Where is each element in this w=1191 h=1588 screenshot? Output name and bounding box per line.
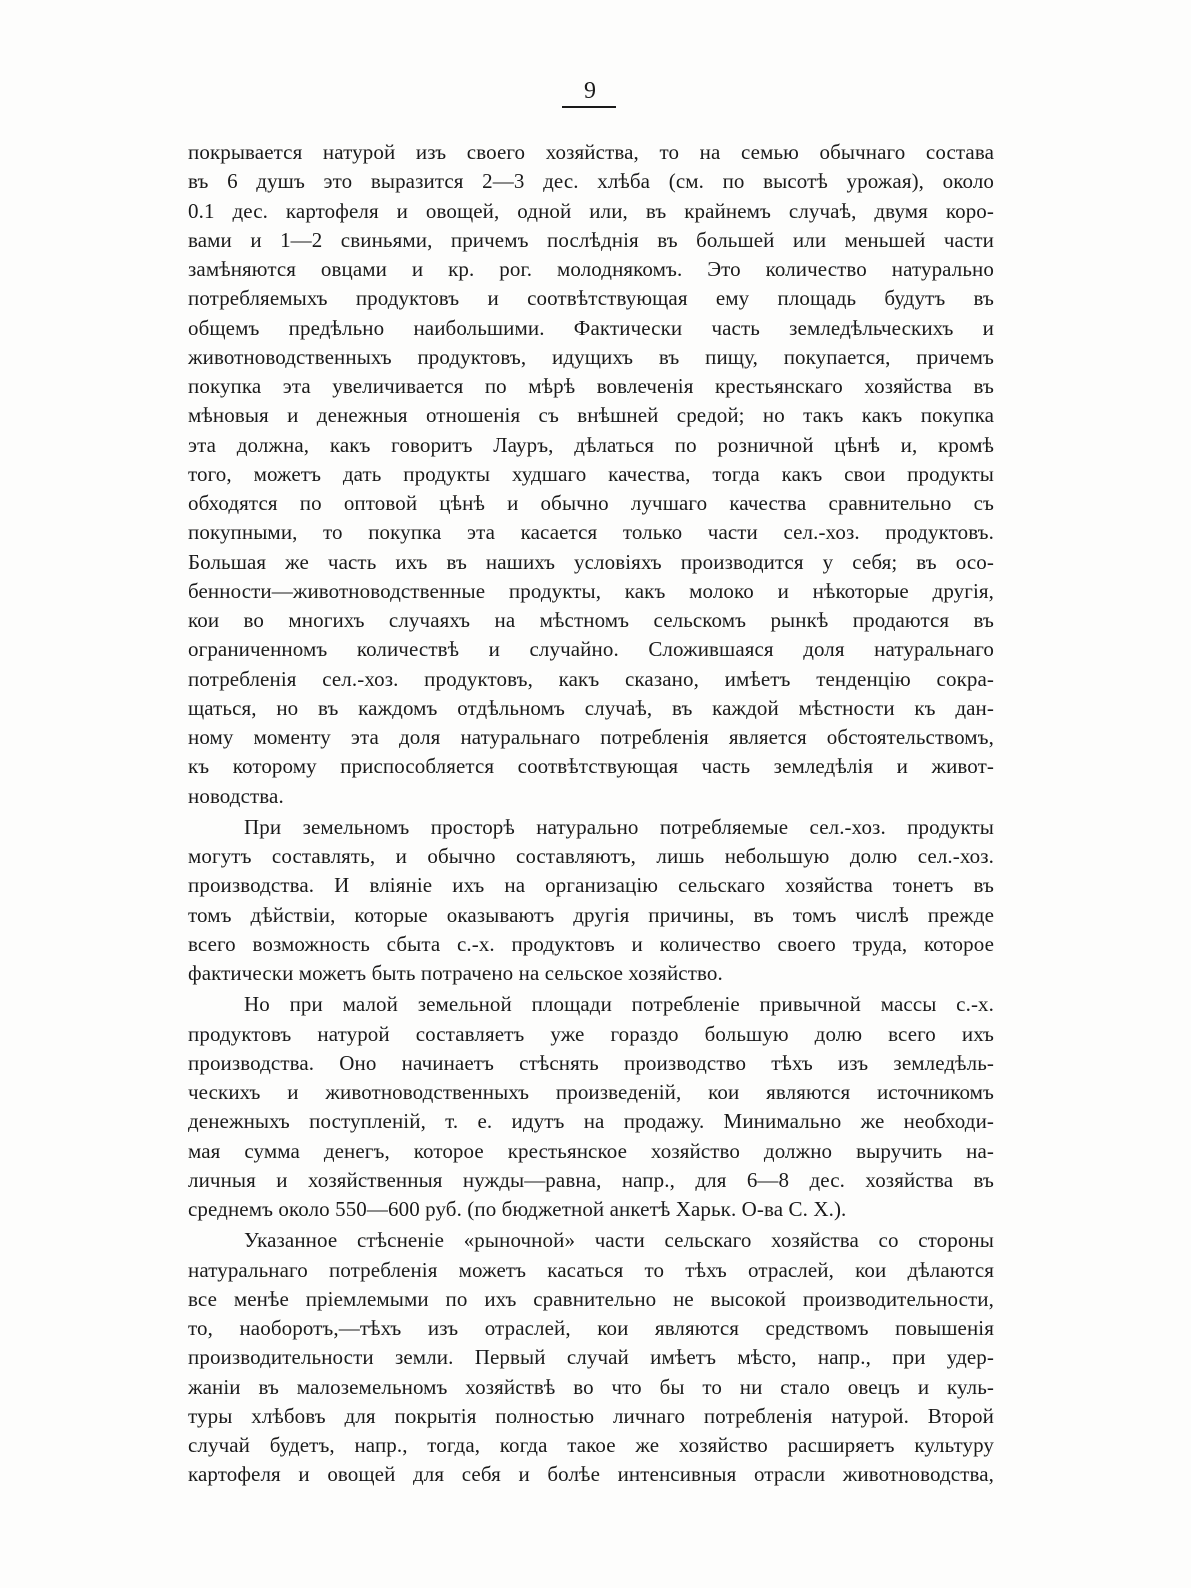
text-line: то, наоборотъ,—тѣхъ изъ отраслей, кои являются средствомъ повышенія — [188, 1316, 994, 1340]
page-number: 9 — [584, 78, 596, 104]
text-line: покрывается натурой изъ своего хозяйства, то на семью обычнаго состава — [188, 140, 994, 164]
text-line: могутъ составлять, и обычно составляютъ, лишь небольшую долю сел.-хоз. — [188, 844, 994, 868]
text-line: фактически можетъ быть потрачено на сельское хозяйство. — [188, 961, 723, 985]
text-line: При земельномъ просторѣ натурально потребляемые сел.-хоз. продукты — [244, 814, 994, 839]
text-line: бенности—животноводственные продукты, какъ молоко и нѣкоторые другія, — [188, 578, 994, 603]
text-line: денежныхъ поступленій, т. е. идутъ на продажу. Минимально же необходи- — [188, 1109, 994, 1134]
paragraph-3 — [188, 990, 994, 1224]
text-line: кои во многихъ случаяхъ на мѣстномъ сельскомъ рынкѣ продаются въ — [188, 608, 994, 632]
text-line: 0.1 дес. картофеля и овощей, одной или, въ крайнемъ случаѣ, двумя коро- — [188, 198, 994, 223]
text-line: случай будетъ, напр., тогда, когда такое же хозяйство расширяетъ культуру — [188, 1433, 994, 1457]
body-text — [188, 138, 994, 1490]
text-line: среднемъ около 550—600 руб. (по бюджетной анкетѣ Харьк. О-ва С. Х.). — [188, 1197, 847, 1221]
page-number-rule — [562, 106, 616, 108]
text-line: потребленія сел.-хоз. продуктовъ, какъ сказано, имѣетъ тенденцію сокра- — [188, 666, 994, 691]
text-line: всего возможность сбыта с.-х. продуктовъ и количество своего труда, которое — [188, 931, 994, 956]
paragraph-2 — [188, 813, 994, 989]
text-line: того, можетъ дать продукты худшаго качества, тогда какъ свои продукты — [188, 461, 994, 486]
text-line: въ 6 душъ это выразится 2—3 дес. хлѣба (см. по высотѣ урожая), около — [188, 169, 994, 194]
text-line: жаніи въ малоземельномъ хозяйствѣ во что бы то ни стало овецъ и куль- — [188, 1374, 994, 1399]
text-line: личныя и хозяйственныя нужды—равна, напр., для 6—8 дес. хозяйства въ — [188, 1167, 994, 1192]
text-line: потребляемыхъ продуктовъ и соотвѣтствующая ему площадь будутъ въ — [188, 286, 994, 311]
text-line: натуральнаго потребленія можетъ касаться то тѣхъ отраслей, кои дѣлаются — [188, 1257, 994, 1282]
paragraph-1 — [188, 138, 994, 811]
text-line: Но при малой земельной площади потребленіе привычной массы с.-х. — [244, 992, 994, 1017]
text-line: продуктовъ натурой составляетъ уже гораздо большую долю всего ихъ — [188, 1021, 994, 1046]
text-line: обходятся по оптовой цѣнѣ и обычно лучшаго качества сравнительно съ — [188, 491, 994, 515]
text-line: мая сумма денегъ, которое крестьянское хозяйство должно выручить на- — [188, 1138, 994, 1163]
text-line: покупка эта увеличивается по мѣрѣ вовлеченія крестьянскаго хозяйства въ — [188, 374, 994, 398]
text-line: картофеля и овощей для себя и болѣе интенсивныя отрасли животноводства, — [188, 1462, 994, 1487]
text-line: ному моменту эта доля натуральнаго потребленія является обстоятельствомъ, — [188, 725, 994, 749]
text-line: общемъ предѣльно наибольшими. Фактически часть земледѣльческихъ и — [188, 315, 994, 340]
text-line: туры хлѣбовъ для покрытія полностью личнаго потребленія натурой. Второй — [188, 1403, 994, 1428]
text-line: покупными, то покупка эта касается только части сел.-хоз. продуктовъ. — [188, 520, 994, 545]
text-line: Указанное стѣсненіе «рыночной» части сельскаго хозяйства со стороны — [244, 1228, 994, 1253]
text-line: новодства. — [188, 783, 284, 808]
text-line: замѣняются овцами и кр. рог. молоднякомъ. Это количество натурально — [188, 257, 994, 281]
text-line: производительности земли. Первый случай имѣетъ мѣсто, напр., при удер- — [188, 1345, 994, 1370]
text-line: Большая же часть ихъ въ нашихъ условіяхъ производится у себя; въ осо- — [188, 549, 994, 574]
text-line: все менѣе пріемлемыми по ихъ сравнительно не высокой производительности, — [188, 1286, 994, 1311]
text-line: щаться, но въ каждомъ отдѣльномъ случаѣ, въ каждой мѣстности къ дан- — [188, 695, 994, 720]
text-line: къ которому приспособляется соотвѣтствующая часть земледѣлія и живот- — [188, 754, 994, 779]
text-line: мѣновыя и денежныя отношенія съ внѣшней средой; но такъ какъ покупка — [188, 403, 994, 428]
paragraph-4 — [188, 1226, 994, 1489]
text-line: эта должна, какъ говоритъ Лауръ, дѣлаться по розничной цѣнѣ и, кромѣ — [188, 432, 994, 457]
text-line: ограниченномъ количествѣ и случайно. Сложившаяся доля натуральнаго — [188, 637, 994, 662]
text-line: животноводственныхъ продуктовъ, идущихъ въ пищу, покупается, причемъ — [188, 344, 994, 369]
text-line: вами и 1—2 свиньями, причемъ послѣднія въ большей или меньшей части — [188, 227, 994, 252]
text-line: томъ дѣйствіи, которые оказываютъ другія причины, въ томъ числѣ прежде — [188, 902, 994, 927]
text-line: ческихъ и животноводственныхъ произведеній, кои являются источникомъ — [188, 1080, 994, 1104]
text-line: производства. И вліяніе ихъ на организацію сельскаго хозяйства тонетъ въ — [188, 873, 994, 898]
text-line: производства. Оно начинаетъ стѣснять производство тѣхъ изъ земледѣль- — [188, 1050, 994, 1075]
